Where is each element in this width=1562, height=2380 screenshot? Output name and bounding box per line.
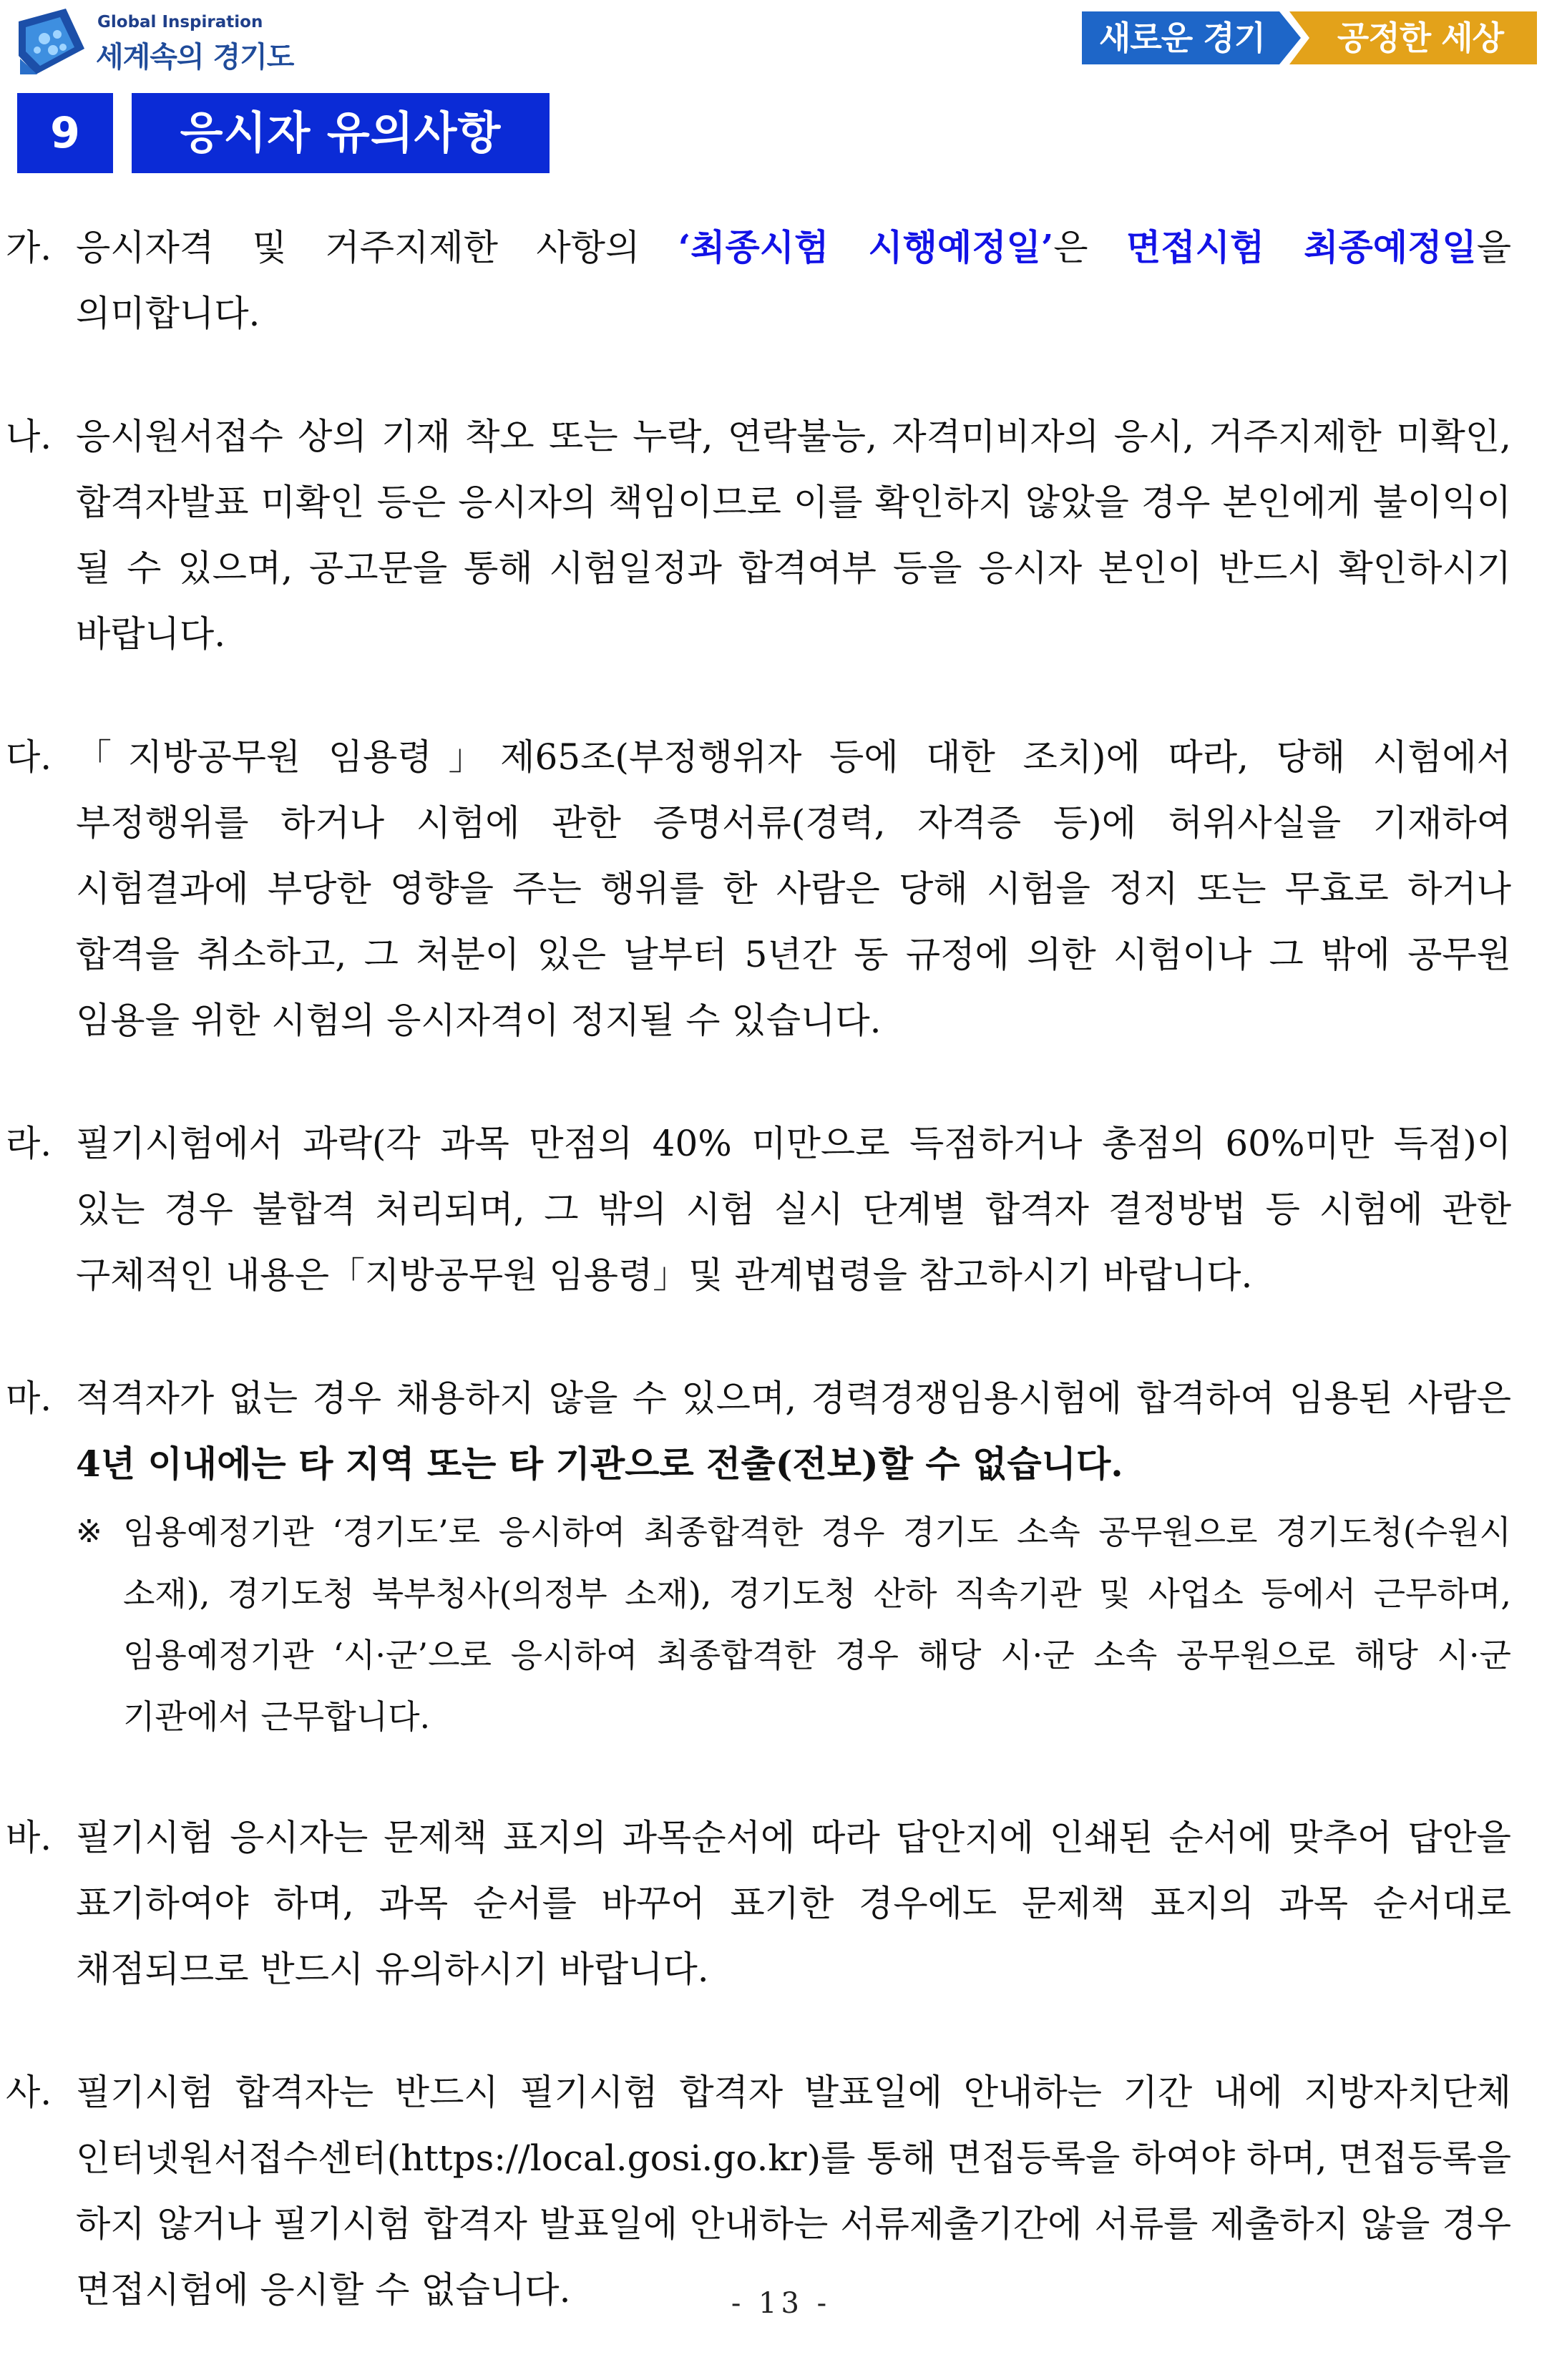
reference-note-text: 임용예정기관 ‘경기도’로 응시하여 최종합격한 경우 경기도 소속 공무원으로 경기도청(수원시 소재), 경기도청 북부청사(의정부 소재), 경기도청 산하 직속기관 및 사업소 등에서 근무하며, 임용예정기관 ‘시·군’으로 응시하여 최종합격한 경우 해당 시·군 소속 공무원으로 해당 시·군 기관에서 근무합니다. — [123, 1513, 1511, 1736]
notice-item-da — [0, 724, 1562, 1053]
logo-korean-text: 세계속의 경기도 — [96, 41, 294, 74]
item-marker: 바. — [6, 1817, 52, 1858]
item-marker: 다. — [6, 736, 52, 778]
item-marker: 라. — [6, 1123, 52, 1164]
notice-item-ma — [0, 1365, 1562, 1747]
text-segment: 응시자격 및 거주지제한 사항의 — [76, 227, 678, 268]
logo-english-text: Global Inspiration — [97, 13, 263, 31]
item-text: 필기시험 응시자는 문제책 표지의 과목순서에 따라 답안지에 인쇄된 순서에 맞추어 답안을 표기하여야 하며, 과목 순서를 바꾸어 표기한 경우에도 문제책 표지의 과목 순서대로 채점되므로 반드시 유의하시기 바랍니다. — [76, 1817, 1511, 1990]
slogan-right-text: 공정한 세상 — [1337, 19, 1504, 57]
item-text: 필기시험 합격자는 반드시 필기시험 합격자 발표일에 안내하는 기간 내에 지방자치단체 인터넷원서접수센터(https://local.gosi.go.kr)를 통해 면접등록을 하여야 하며, 면접등록을 하지 않거나 필기시험 합격자 발표일에 안내하는 서류제출기간에 서류를 제출하지 않을 경우 면접시험에 응시할 수 없습니다. — [76, 2072, 1511, 2311]
text-segment: 을 의미합니다. — [76, 227, 1512, 334]
item-text — [76, 1365, 1511, 1497]
gyeonggi-emblem-icon — [16, 6, 87, 77]
notice-item-na — [0, 404, 1562, 667]
slogan-left-text: 새로운 경기 — [1098, 19, 1266, 57]
item-text: 필기시험에서 과락(각 과목 만점의 40% 미만으로 득점하거나 총점의 60%미만 득점)이 있는 경우 불합격 처리되며, 그 밖의 시험 실시 단계별 합격자 결정방법 등 시험에 관한 구체적인 내용은「지방공무원 임용령」및 관계법령을 참고하시기 바랍니다. — [76, 1123, 1511, 1296]
item-marker: 마. — [6, 1377, 52, 1419]
section-number: 9 — [17, 93, 113, 173]
item-text: 「지방공무원 임용령」제65조(부정행위자 등에 대한 조치)에 따라, 당해 시험에서 부정행위를 하거나 시험에 관한 증명서류(경력, 자격증 등)에 허위사실을 기재하여 시험결과에 부당한 영향을 주는 행위를 한 사람은 당해 시험을 정지 또는 무효로 하거나 합격을 취소하고, 그 처분이 있은 날부터 5년간 동 규정에 의한 시험이나 그 밖에 공무원 임용을 위한 시험의 응시자격이 정지될 수 있습니다. — [76, 736, 1511, 1041]
page-number: - 13 - — [731, 2287, 831, 2320]
gyeonggi-logo — [16, 6, 294, 77]
highlight-final-exam-date: ‘최종시험 시행예정일’ — [678, 226, 1054, 268]
bold-transfer-restriction: 4년 이내에는 타 지역 또는 타 기관으로 전출(전보)할 수 없습니다. — [76, 1443, 1123, 1485]
text-segment: 적격자가 없는 경우 채용하지 않을 수 있으며, 경력경쟁임용시험에 합격하여 임용된 사람은 — [76, 1377, 1511, 1419]
notice-item-sa — [0, 2059, 1562, 2323]
slogan-banner — [1082, 9, 1540, 67]
notice-item-ba — [0, 1805, 1562, 2002]
reference-note — [76, 1501, 1511, 1747]
item-marker: 사. — [6, 2072, 52, 2113]
section-title: 응시자 유의사항 — [132, 93, 550, 173]
item-text: 응시원서접수 상의 기재 착오 또는 누락, 연락불능, 자격미비자의 응시, 거주지제한 미확인, 합격자발표 미확인 등은 응시자의 책임이므로 이를 확인하지 않았을 경우 본인에게 불이익이 될 수 있으며, 공고문을 통해 시험일정과 합격여부 등을 응시자 본인이 반드시 확인하시기 바랍니다. — [76, 416, 1511, 655]
item-marker: 가. — [6, 227, 52, 268]
text-segment: 은 — [1053, 227, 1127, 268]
item-marker: 나. — [6, 416, 52, 457]
highlight-interview-date: 면접시험 최종예정일 — [1126, 226, 1477, 268]
item-text — [76, 215, 1511, 346]
notice-item-ga — [0, 215, 1562, 346]
reference-mark-icon: ※ — [76, 1513, 102, 1550]
notice-list — [0, 215, 1562, 2380]
notice-item-ra — [0, 1111, 1562, 1308]
